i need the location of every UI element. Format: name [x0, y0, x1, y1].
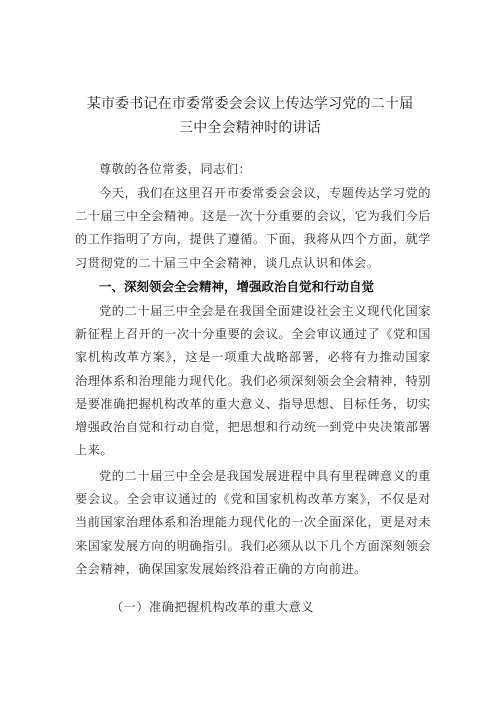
- paragraph-section1-b: 党的二十届三中全会是我国发展进程中具有里程碑意义的重要会议。全会审议通过的《党和国家机构改革方案》，不仅是对当前国家治理体系和治理能力现代化的一次全面深化，更是对未来国家发展方向的明确指引。我们必须从以下几个方面深刻领会全会精神，确保国家发展始终沿着正确的方向前进。: [75, 469, 431, 576]
- salutation: 尊敬的各位常委，同志们：: [99, 162, 252, 176]
- document-title-line2: 三中全会精神时的讲话: [179, 120, 321, 136]
- paragraph-section1-a: 党的二十届三中全会是在我国全面建设社会主义现代化国家新征程上召开的一次十分重要的会议。全会审议通过了《党和国家机构改革方案》，这是一项重大战略部署，必将有力推动国家治理体系和治理能力现代化。我们必须深刻领会全会精神，特别是要准确把握机构改革的重大意义、指导思想、目标任务，切实增强政治自觉和行动自觉，把思想和行动统一到党中央决策部署上来。: [75, 304, 431, 458]
- document-title-line1: 某市委书记在市委常委会会议上传达学习党的二十届: [86, 96, 414, 112]
- section-heading-1: 一、深刻领会全会精神，增强政治自觉和行动自觉: [99, 279, 375, 294]
- paragraph-intro: 今天，我们在这里召开市委常委会会议，专题传达学习党的二十届三中全会精神。这是一次十分重要的会议，它为我们今后的工作指明了方向，提供了遵循。下面，我将从四个方面，就学习贯彻党的二十届三中全会精神，谈几点认识和体会。: [75, 186, 431, 270]
- subsection-heading-1: （一）准确把握机构改革的重大意义: [111, 600, 314, 614]
